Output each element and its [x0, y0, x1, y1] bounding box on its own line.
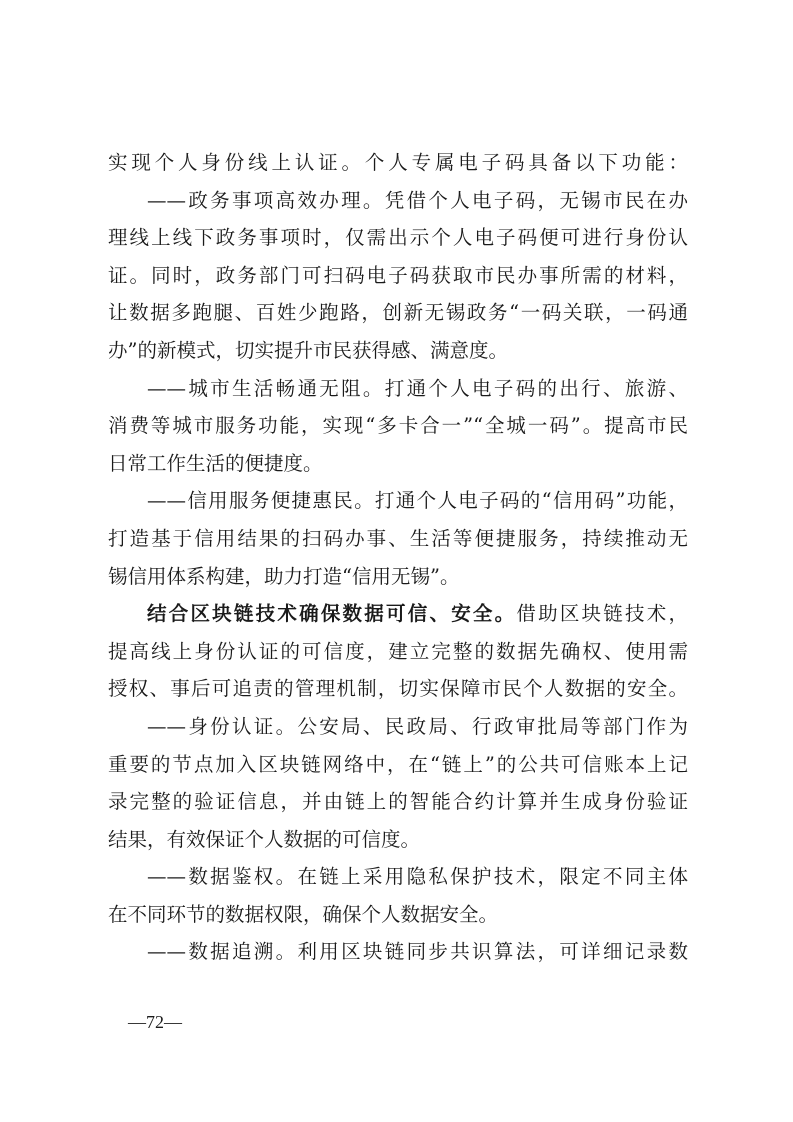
paragraph-line: ——数据追溯。利用区块链同步共识算法，可详细记录数: [147, 940, 688, 964]
paragraph-line: 提高线上身份认证的可信度，建立完整的数据先确权、使用需: [108, 639, 688, 663]
paragraph-line: ——数据鉴权。在链上采用隐私保护技术，限定不同主体: [147, 865, 688, 889]
paragraph-line: 理线上线下政务事项时，仅需出示个人电子码便可进行身份认: [108, 226, 688, 250]
paragraph-line: 实现个人身份线上认证。个人专属电子码具备以下功能：: [108, 151, 688, 174]
paragraph-line: 重要的节点加入区块链网络中，在“链上”的公共可信账本上记: [108, 752, 688, 776]
paragraph-line: 消费等城市服务功能，实现“多卡合一”“全城一码”。提高市民: [108, 414, 688, 438]
paragraph-line: ——身份认证。公安局、民政局、行政审批局等部门作为: [147, 714, 688, 738]
paragraph-line: 打造基于信用结果的扫码办事、生活等便捷服务，持续推动无: [108, 526, 688, 550]
paragraph-line: 日常工作生活的便捷度。: [108, 451, 323, 475]
paragraph-line: 办”的新模式，切实提升市民获得感、满意度。: [108, 338, 508, 362]
section-heading-continuation: 借助区块链技术，: [516, 602, 688, 626]
paragraph-line: 证。同时，政务部门可扫码电子码获取市民办事所需的材料，: [108, 263, 688, 287]
section-heading: 结合区块链技术确保数据可信、安全。: [147, 602, 517, 626]
paragraph-line: ——信用服务便捷惠民。打通个人电子码的“信用码”功能，: [147, 489, 688, 513]
section-heading-line: [108, 595, 688, 633]
body-text: [108, 144, 688, 971]
page-number: —72—: [128, 1012, 182, 1032]
paragraph-line: 录完整的验证信息，并由链上的智能合约计算并生成身份验证: [108, 790, 688, 814]
paragraph-line: 结果，有效保证个人数据的可信度。: [108, 827, 421, 851]
paragraph-line: 在不同环节的数据权限，确保个人数据安全。: [108, 902, 499, 926]
paragraph-line: ——城市生活畅通无阻。打通个人电子码的出行、旅游、: [147, 376, 688, 400]
paragraph-line: 锡信用体系构建，助力打造“信用无锡”。: [108, 564, 460, 588]
paragraph-line: 让数据多跑腿、百姓少跑路，创新无锡政务“一码关联，一码通: [108, 301, 688, 325]
paragraph-line: ——政务事项高效办理。凭借个人电子码，无锡市民在办: [147, 188, 688, 212]
paragraph-line: 授权、事后可追责的管理机制，切实保障市民个人数据的安全。: [108, 677, 688, 701]
